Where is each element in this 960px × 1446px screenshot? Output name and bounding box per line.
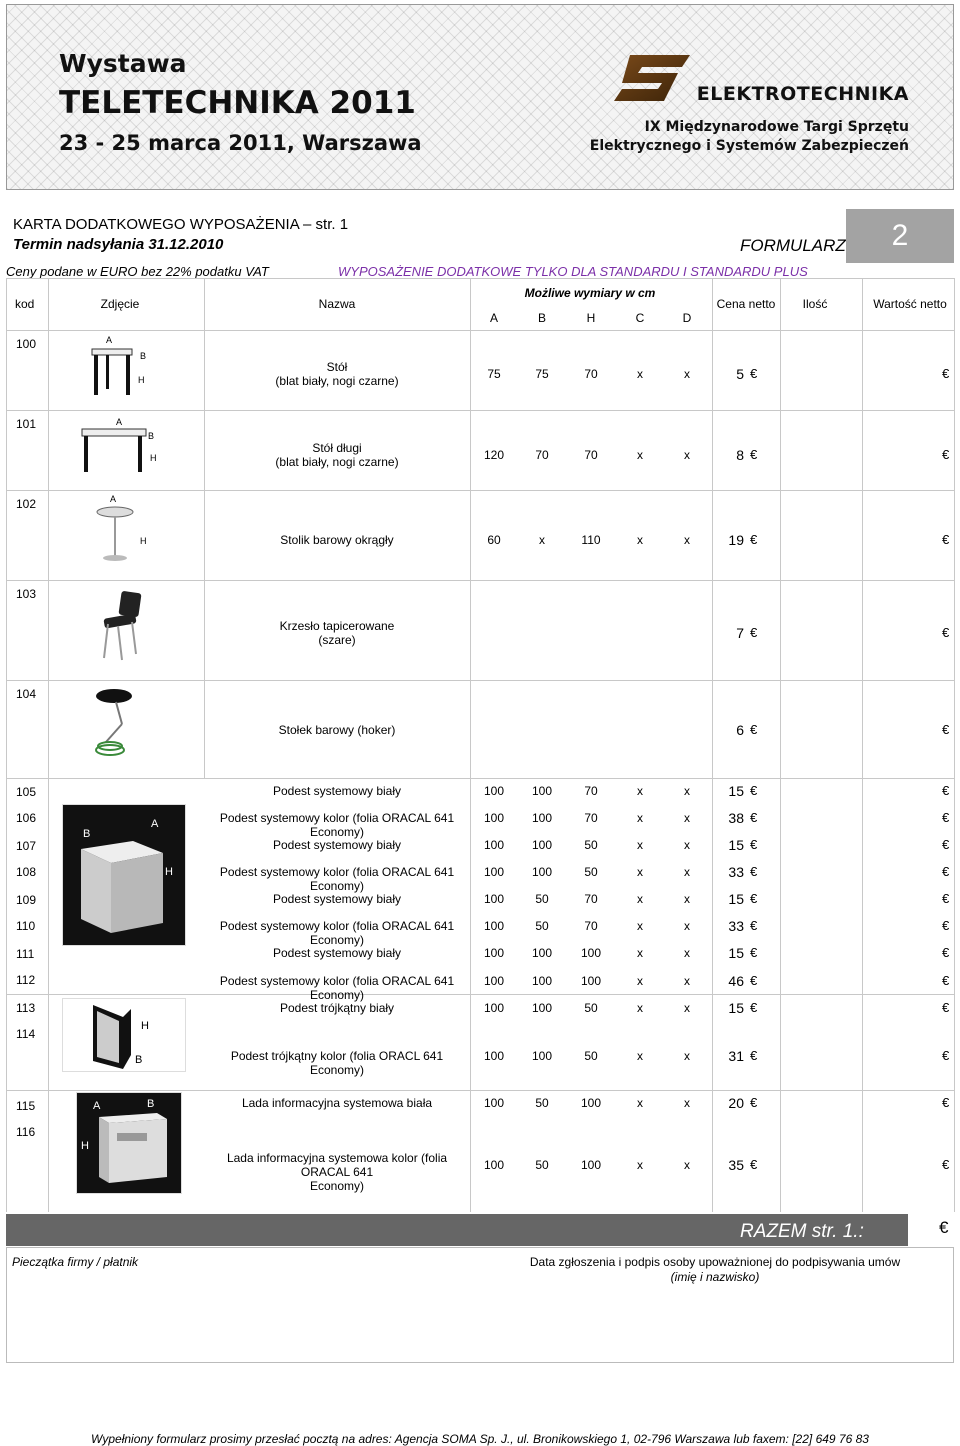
dim-a: 100 (483, 1001, 505, 1015)
col-kod: kod (15, 297, 35, 311)
row-code: 104 (16, 687, 37, 701)
price-currency: € (750, 1048, 758, 1063)
col-photo: Zdjęcie (100, 297, 140, 311)
total-currency: € (939, 1218, 949, 1237)
chair-photo (96, 588, 152, 662)
dim-b: 50 (535, 1158, 549, 1172)
row-code: 102 (16, 497, 37, 511)
unit-price: 15 (728, 837, 744, 853)
unit-price: 6 (736, 722, 744, 738)
dim-b: 50 (535, 919, 549, 933)
row-divider (6, 994, 954, 995)
col-h: H (586, 311, 596, 325)
dim-c: x (637, 919, 643, 933)
svg-text:B: B (148, 431, 155, 441)
row-divider (6, 490, 954, 491)
dim-b: 100 (531, 784, 553, 798)
svg-text:A: A (106, 335, 113, 345)
unit-price: 15 (728, 945, 744, 961)
row-code: 113 (16, 1001, 36, 1015)
dim-c: x (637, 1096, 643, 1110)
row-name: Stolik barowy okrągły (280, 533, 394, 547)
dim-b: 100 (531, 1001, 553, 1015)
dim-c: x (637, 865, 643, 879)
value-currency: € (942, 973, 950, 988)
table-photo (78, 333, 160, 401)
total-label: RAZEM str. 1.: (740, 1221, 864, 1242)
row-code: 116 (16, 1125, 36, 1139)
col-dims: Możliwe wymiary w cm (524, 286, 656, 300)
row-code: 115 (16, 1099, 36, 1113)
dim-d: x (684, 367, 690, 381)
exhibition-label: Wystawa (59, 49, 187, 78)
footer-note: Wypełniony formularz prosimy przesłać pocztą na adres: Agencja SOMA Sp. J., ul. Bronikowskiego 1, 02-796 Warszawa lub faxem: [22] 649 76 83 (91, 1432, 869, 1446)
dim-d: x (684, 1001, 690, 1015)
price-currency: € (750, 722, 758, 737)
dim-a: 100 (483, 811, 505, 825)
dim-b: 100 (531, 838, 553, 852)
unit-price: 20 (728, 1095, 744, 1111)
formular-label: FORMULARZ (740, 236, 846, 255)
dim-b: 100 (531, 811, 553, 825)
column-divider (712, 278, 713, 1212)
dim-b: 70 (535, 448, 549, 462)
dim-d: x (684, 919, 690, 933)
row-name: Stół długi (blat biały, nogi czarne) (275, 441, 399, 469)
unit-price: 33 (728, 864, 744, 880)
dim-d: x (684, 533, 690, 547)
bar-stool-photo (88, 684, 148, 760)
dim-b: 100 (531, 865, 553, 879)
dim-a: 120 (483, 448, 505, 462)
row-code: 103 (16, 587, 37, 601)
stamp-label: Pieczątka firmy / płatnik (12, 1255, 139, 1269)
unit-price: 8 (736, 447, 744, 463)
dim-a: 100 (483, 974, 505, 988)
triangle-podest-photo (62, 998, 186, 1072)
svg-text:H: H (138, 375, 145, 385)
dim-d: x (684, 1049, 690, 1063)
row-name: Podest systemowy kolor (folia ORACAL 641 Economy) (219, 974, 455, 1002)
price-currency: € (750, 1157, 758, 1172)
dim-c: x (637, 448, 643, 462)
exhibition-dates: 23 - 25 marca 2011, Warszawa (59, 131, 422, 155)
row-code: 112 (16, 973, 36, 987)
dim-d: x (684, 784, 690, 798)
svg-text:A: A (151, 818, 159, 830)
row-code: 108 (16, 865, 37, 879)
value-currency: € (942, 447, 950, 462)
unit-price: 31 (728, 1048, 744, 1064)
column-divider (204, 278, 205, 778)
dim-a: 75 (487, 367, 501, 381)
row-divider (6, 778, 954, 779)
dim-a: 100 (483, 892, 505, 906)
col-a: A (489, 311, 498, 325)
svg-text:H: H (150, 453, 157, 463)
col-name: Nazwa (318, 297, 356, 311)
unit-price: 46 (728, 973, 744, 989)
column-divider (862, 278, 863, 1212)
row-divider (6, 580, 954, 581)
dim-h: 70 (584, 784, 598, 798)
row-code: 109 (16, 893, 37, 907)
dim-a: 100 (483, 1096, 505, 1110)
row-name: Podest trójkątny biały (279, 1001, 395, 1015)
dim-c: x (637, 533, 643, 547)
price-currency: € (750, 810, 758, 825)
row-name: Podest systemowy kolor (folia ORACAL 641 Economy) (219, 811, 455, 839)
value-currency: € (942, 366, 950, 381)
svg-text:B: B (140, 351, 147, 361)
counter-photo (76, 1092, 182, 1194)
deadline: Termin nadsyłania 31.12.2010 (13, 236, 224, 253)
price-currency: € (750, 532, 758, 547)
dim-a: 100 (483, 1049, 505, 1063)
dim-c: x (637, 1158, 643, 1172)
row-code: 110 (16, 919, 36, 933)
dim-a: 100 (483, 946, 505, 960)
row-divider (6, 680, 954, 681)
fair-line-2: Elektrycznego i Systemów Zabezpieczeń (589, 138, 909, 154)
dim-a: 100 (483, 865, 505, 879)
value-currency: € (942, 625, 950, 640)
dim-c: x (637, 1049, 643, 1063)
dim-b: 100 (531, 946, 553, 960)
svg-text:H: H (141, 1020, 149, 1032)
dim-h: 50 (584, 865, 598, 879)
prices-note: Ceny podane w EURO bez 22% podatku VAT (6, 264, 269, 279)
dim-h: 70 (584, 448, 598, 462)
unit-price: 7 (736, 625, 744, 641)
column-divider (470, 278, 471, 1212)
value-currency: € (942, 837, 950, 852)
dim-d: x (684, 1158, 690, 1172)
dim-h: 100 (580, 1096, 602, 1110)
dim-h: 70 (584, 811, 598, 825)
dim-c: x (637, 1001, 643, 1015)
brand-name: ELEKTROTECHNIKA (696, 83, 909, 105)
dim-h: 100 (580, 974, 602, 988)
unit-price: 35 (728, 1157, 744, 1173)
dim-h: 100 (580, 1158, 602, 1172)
price-currency: € (750, 1095, 758, 1110)
value-currency: € (942, 891, 950, 906)
row-name: Podest systemowy kolor (folia ORACAL 641 Economy) (219, 919, 455, 947)
price-currency: € (750, 891, 758, 906)
col-d: D (682, 311, 692, 325)
dim-b: 50 (535, 1096, 549, 1110)
dim-a: 100 (483, 838, 505, 852)
row-code: 107 (16, 839, 37, 853)
row-code: 111 (16, 947, 35, 961)
price-currency: € (750, 625, 758, 640)
dim-c: x (637, 974, 643, 988)
dim-b: 75 (535, 367, 549, 381)
value-currency: € (942, 783, 950, 798)
dim-c: x (637, 892, 643, 906)
equipment-note: WYPOSAŻENIE DODATKOWE TYLKO DLA STANDARDU I STANDARDU PLUS (338, 264, 808, 279)
long-table-photo (78, 415, 168, 477)
unit-price: 33 (728, 918, 744, 934)
row-name: Podest systemowy biały (272, 892, 402, 906)
row-code: 106 (16, 811, 37, 825)
dim-d: x (684, 811, 690, 825)
row-name: Lada informacyjna systemowa biała (241, 1096, 433, 1110)
dim-a: 100 (483, 784, 505, 798)
dim-h: 50 (584, 1049, 598, 1063)
col-c: C (635, 311, 645, 325)
unit-price: 5 (736, 366, 744, 382)
value-currency: € (942, 945, 950, 960)
dim-h: 50 (584, 1001, 598, 1015)
price-currency: € (750, 918, 758, 933)
bar-table-photo (80, 492, 160, 568)
value-currency: € (942, 864, 950, 879)
fair-line-1: IX Międzynarodowe Targi Sprzętu (644, 119, 909, 135)
col-b: B (537, 311, 546, 325)
unit-price: 15 (728, 1000, 744, 1016)
dim-c: x (637, 946, 643, 960)
dim-a: 100 (483, 919, 505, 933)
dim-d: x (684, 838, 690, 852)
svg-text:A: A (110, 494, 117, 504)
dim-h: 70 (584, 367, 598, 381)
unit-price: 19 (728, 532, 744, 548)
dim-d: x (684, 1096, 690, 1110)
row-divider (6, 330, 954, 331)
row-code: 101 (16, 417, 37, 431)
svg-text:B: B (147, 1098, 155, 1110)
dim-h: 50 (584, 838, 598, 852)
svg-text:H: H (81, 1140, 89, 1152)
dim-d: x (684, 865, 690, 879)
dim-c: x (637, 367, 643, 381)
row-divider (6, 1090, 954, 1091)
dim-d: x (684, 946, 690, 960)
row-name: Podest systemowy biały (272, 784, 402, 798)
value-currency: € (942, 810, 950, 825)
dim-h: 70 (584, 892, 598, 906)
dim-b: 100 (531, 1049, 553, 1063)
row-name: Podest systemowy biały (272, 838, 402, 852)
column-divider (48, 278, 49, 1212)
name-note: (imię i nazwisko) (670, 1270, 760, 1284)
row-code: 100 (16, 337, 37, 351)
dim-b: 50 (535, 892, 549, 906)
unit-price: 15 (728, 783, 744, 799)
form-title: KARTA DODATKOWEGO WYPOSAŻENIA – str. 1 (13, 216, 349, 233)
svg-text:B: B (83, 828, 91, 840)
dim-b: 100 (531, 974, 553, 988)
price-currency: € (750, 366, 758, 381)
dim-a: 100 (483, 1158, 505, 1172)
dim-d: x (684, 448, 690, 462)
column-divider (954, 278, 955, 1212)
row-name: Krzesło tapicerowane (szare) (279, 619, 395, 647)
value-currency: € (942, 532, 950, 547)
unit-price: 15 (728, 891, 744, 907)
row-name: Podest systemowy kolor (folia ORACAL 641 Economy) (219, 865, 455, 893)
row-name: Podest trójkątny kolor (folia ORACL 641 Economy) (230, 1049, 444, 1077)
podest-photo (62, 804, 186, 946)
dim-h: 110 (581, 533, 601, 547)
price-currency: € (750, 945, 758, 960)
dim-d: x (684, 974, 690, 988)
price-currency: € (750, 447, 758, 462)
row-code: 114 (16, 1027, 36, 1041)
dim-h: 100 (580, 946, 602, 960)
column-divider (780, 278, 781, 1212)
svg-text:B: B (135, 1054, 143, 1066)
price-currency: € (750, 1000, 758, 1015)
row-name: Stołek barowy (hoker) (278, 723, 396, 737)
row-name: Lada informacyjna systemowa kolor (folia ORACAL 641 Economy) (226, 1151, 448, 1193)
dim-b: x (539, 533, 545, 547)
dim-c: x (637, 838, 643, 852)
col-value: Wartość netto (873, 297, 947, 311)
row-divider (6, 410, 954, 411)
value-currency: € (942, 1048, 950, 1063)
value-currency: € (942, 1095, 950, 1110)
dim-a: 60 (487, 533, 501, 547)
row-name: Podest systemowy biały (272, 946, 402, 960)
row-name: Stół (blat biały, nogi czarne) (275, 360, 399, 388)
dim-d: x (684, 892, 690, 906)
price-currency: € (750, 973, 758, 988)
dim-h: 70 (584, 919, 598, 933)
svg-text:A: A (93, 1100, 101, 1112)
price-currency: € (750, 837, 758, 852)
col-qty: Ilość (802, 297, 828, 311)
value-currency: € (942, 1157, 950, 1172)
value-currency: € (942, 722, 950, 737)
value-currency: € (942, 1000, 950, 1015)
svg-text:A: A (116, 417, 123, 427)
dim-c: x (637, 784, 643, 798)
unit-price: 38 (728, 810, 744, 826)
price-currency: € (750, 864, 758, 879)
col-price: Cena netto (716, 297, 776, 311)
row-code: 105 (16, 785, 37, 799)
header-top-line (6, 278, 954, 279)
exhibition-title: TELETECHNIKA 2011 (59, 85, 416, 121)
form-number: 2 (846, 209, 954, 263)
date-sign-label: Data zgłoszenia i podpis osoby upoważnionej do podpisywania umów (529, 1255, 901, 1269)
value-currency: € (942, 918, 950, 933)
svg-text:H: H (140, 536, 147, 546)
dim-c: x (637, 811, 643, 825)
svg-text:H: H (165, 866, 173, 878)
column-divider (6, 278, 7, 1212)
price-currency: € (750, 783, 758, 798)
